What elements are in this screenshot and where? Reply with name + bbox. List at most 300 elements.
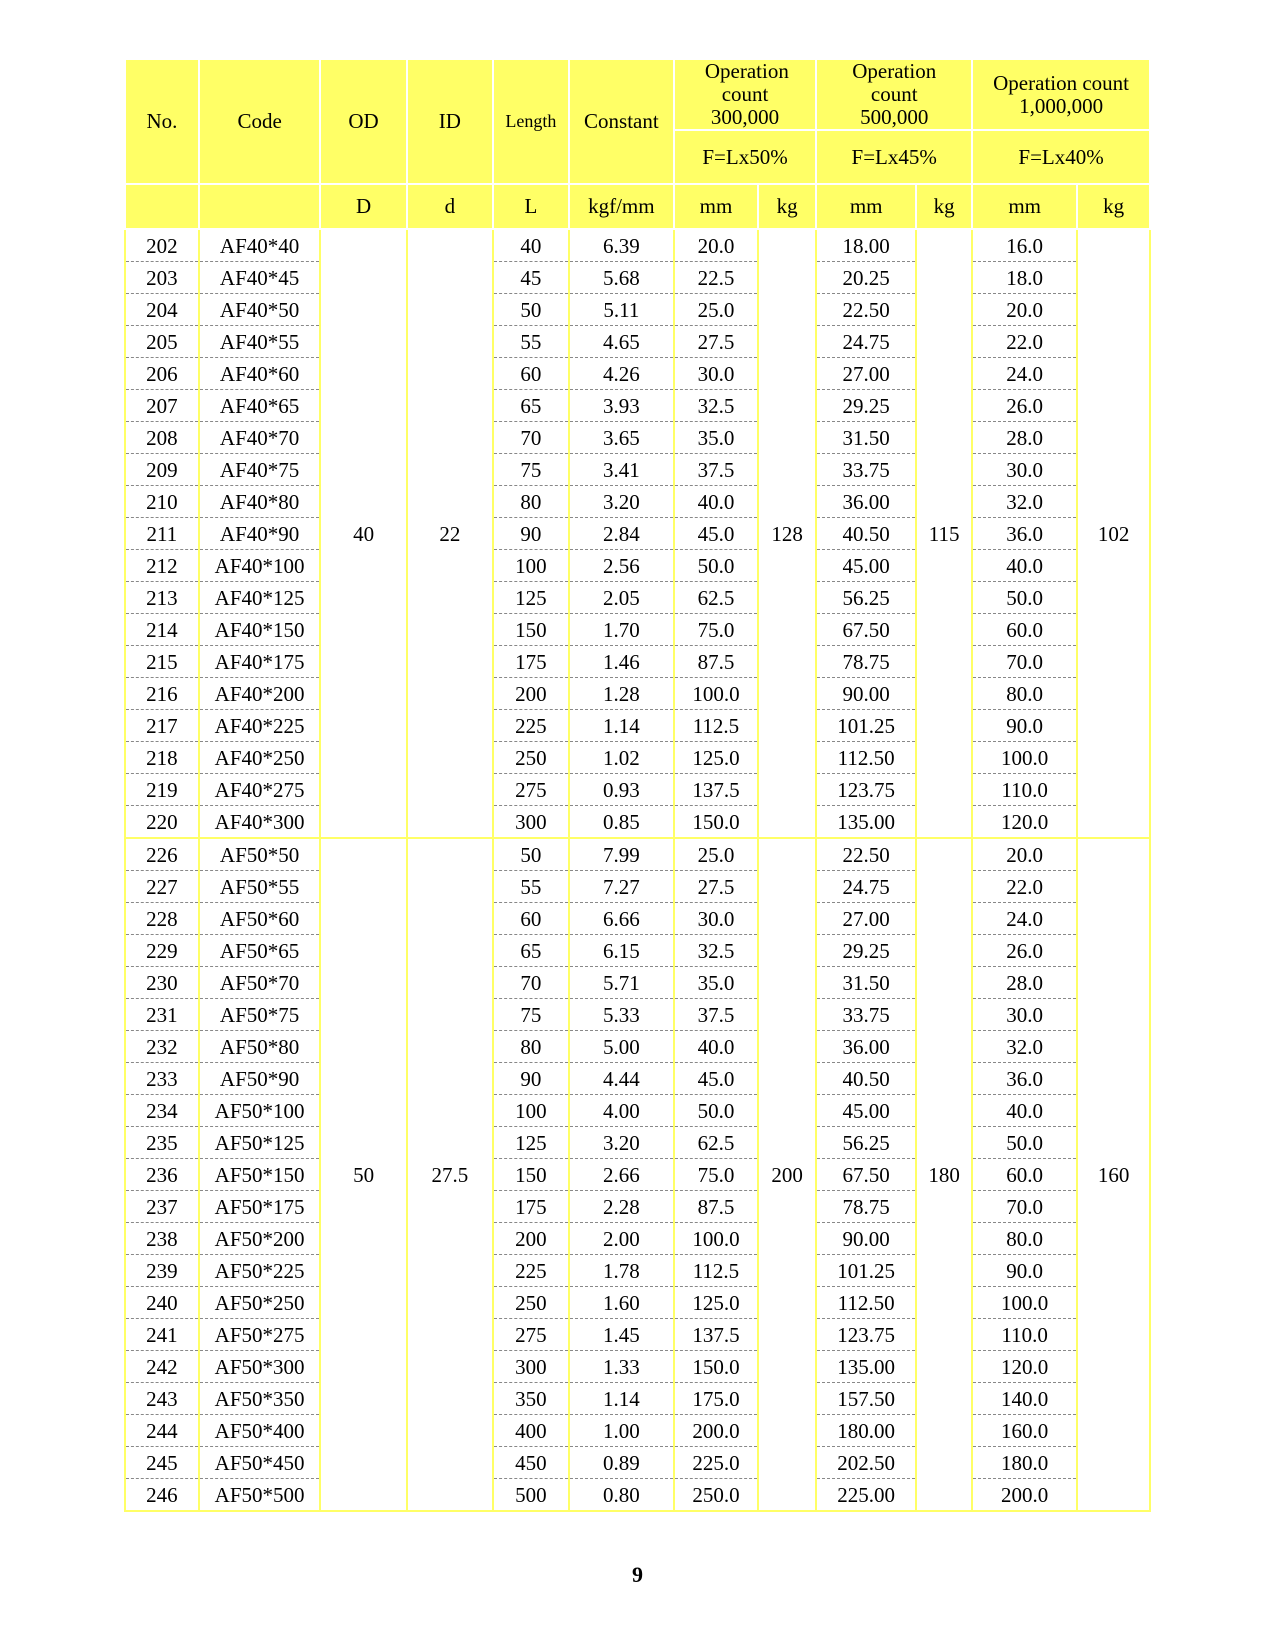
table-row [125,710,1150,742]
table-row [125,838,1150,871]
cell-no: 211 [125,518,199,550]
header-formula-40: F=Lx40% [972,130,1150,184]
cell-mm-500k: 56.25 [816,582,916,614]
cell-length: 150 [493,1159,569,1191]
cell-mm-300k: 150.0 [674,1351,758,1383]
cell-length: 55 [493,871,569,903]
table-row [125,1351,1150,1383]
cell-no: 217 [125,710,199,742]
cell-length: 60 [493,903,569,935]
cell-mm-300k: 27.5 [674,871,758,903]
unit-length: L [493,184,569,229]
cell-mm-300k: 62.5 [674,1127,758,1159]
cell-code: AF40*55 [199,326,321,358]
cell-no: 216 [125,678,199,710]
table-row [125,294,1150,326]
cell-mm-300k: 45.0 [674,1063,758,1095]
cell-constant: 2.05 [569,582,674,614]
cell-code: AF40*275 [199,774,321,806]
header-id: ID [407,59,493,184]
cell-mm-500k: 135.00 [816,806,916,839]
table-header [125,59,1150,229]
cell-kg-1m: 102 [1077,229,1150,838]
table-row [125,967,1150,999]
table-row [125,1383,1150,1415]
cell-code: AF50*70 [199,967,321,999]
cell-mm-300k: 175.0 [674,1383,758,1415]
cell-code: AF40*300 [199,806,321,839]
cell-mm-500k: 18.00 [816,229,916,262]
cell-code: AF40*40 [199,229,321,262]
cell-code: AF50*75 [199,999,321,1031]
cell-mm-300k: 22.5 [674,262,758,294]
cell-length: 350 [493,1383,569,1415]
cell-constant: 5.33 [569,999,674,1031]
cell-no: 210 [125,486,199,518]
cell-no: 214 [125,614,199,646]
header-blank-no [125,184,199,229]
cell-length: 75 [493,454,569,486]
cell-length: 300 [493,1351,569,1383]
cell-mm-300k: 87.5 [674,1191,758,1223]
cell-mm-300k: 200.0 [674,1415,758,1447]
unit-mm-1: mm [674,184,758,229]
cell-no: 238 [125,1223,199,1255]
unit-mm-3: mm [972,184,1077,229]
cell-no: 226 [125,838,199,871]
table-row [125,1031,1150,1063]
cell-code: AF50*400 [199,1415,321,1447]
cell-mm-1m: 26.0 [972,935,1077,967]
cell-mm-1m: 50.0 [972,1127,1077,1159]
cell-length: 200 [493,1223,569,1255]
cell-length: 275 [493,774,569,806]
cell-code: AF40*225 [199,710,321,742]
table-row [125,871,1150,903]
cell-no: 242 [125,1351,199,1383]
cell-mm-1m: 110.0 [972,1319,1077,1351]
header-length: Length [493,59,569,184]
cell-code: AF40*125 [199,582,321,614]
cell-code: AF50*60 [199,903,321,935]
cell-mm-1m: 60.0 [972,1159,1077,1191]
cell-code: AF40*50 [199,294,321,326]
cell-no: 233 [125,1063,199,1095]
cell-length: 60 [493,358,569,390]
cell-length: 450 [493,1447,569,1479]
cell-length: 65 [493,390,569,422]
cell-constant: 1.14 [569,710,674,742]
cell-code: AF40*150 [199,614,321,646]
cell-no: 227 [125,871,199,903]
cell-mm-1m: 24.0 [972,358,1077,390]
cell-mm-500k: 33.75 [816,999,916,1031]
cell-mm-1m: 90.0 [972,1255,1077,1287]
cell-mm-500k: 27.00 [816,903,916,935]
cell-mm-500k: 67.50 [816,614,916,646]
cell-constant: 5.68 [569,262,674,294]
cell-no: 205 [125,326,199,358]
table-row [125,742,1150,774]
unit-constant: kgf/mm [569,184,674,229]
cell-constant: 1.70 [569,614,674,646]
header-formula-50: F=Lx50% [674,130,816,184]
cell-constant: 1.46 [569,646,674,678]
table-row [125,806,1150,839]
cell-length: 40 [493,229,569,262]
cell-mm-1m: 90.0 [972,710,1077,742]
cell-constant: 3.41 [569,454,674,486]
cell-constant: 4.44 [569,1063,674,1095]
cell-length: 225 [493,1255,569,1287]
cell-code: AF40*90 [199,518,321,550]
cell-no: 213 [125,582,199,614]
cell-mm-300k: 75.0 [674,614,758,646]
cell-mm-300k: 100.0 [674,1223,758,1255]
cell-mm-500k: 27.00 [816,358,916,390]
cell-mm-300k: 137.5 [674,774,758,806]
cell-mm-1m: 20.0 [972,294,1077,326]
cell-constant: 6.39 [569,229,674,262]
cell-code: AF40*65 [199,390,321,422]
cell-mm-500k: 123.75 [816,774,916,806]
table-row [125,326,1150,358]
cell-length: 250 [493,1287,569,1319]
cell-kg-300k: 200 [758,838,816,1511]
cell-mm-1m: 18.0 [972,262,1077,294]
cell-length: 50 [493,294,569,326]
table-row [125,486,1150,518]
cell-constant: 3.20 [569,1127,674,1159]
cell-code: AF40*75 [199,454,321,486]
header-no: No. [125,59,199,184]
cell-code: AF40*70 [199,422,321,454]
cell-mm-300k: 112.5 [674,1255,758,1287]
unit-kg-1: kg [758,184,816,229]
table-row [125,1287,1150,1319]
cell-code: AF50*200 [199,1223,321,1255]
cell-mm-1m: 16.0 [972,229,1077,262]
table-row [125,1447,1150,1479]
cell-mm-500k: 101.25 [816,710,916,742]
cell-code: AF40*45 [199,262,321,294]
cell-mm-1m: 140.0 [972,1383,1077,1415]
cell-mm-500k: 20.25 [816,262,916,294]
cell-no: 215 [125,646,199,678]
cell-length: 175 [493,646,569,678]
table-row [125,262,1150,294]
cell-length: 80 [493,486,569,518]
cell-length: 90 [493,518,569,550]
cell-mm-300k: 40.0 [674,486,758,518]
cell-no: 234 [125,1095,199,1127]
cell-no: 230 [125,967,199,999]
cell-constant: 1.60 [569,1287,674,1319]
cell-length: 150 [493,614,569,646]
cell-mm-500k: 56.25 [816,1127,916,1159]
cell-kg-500k: 115 [916,229,972,838]
cell-length: 500 [493,1479,569,1512]
header-operation-1m: Operation count 1,000,000 [972,59,1150,130]
cell-code: AF50*225 [199,1255,321,1287]
cell-constant: 6.66 [569,903,674,935]
cell-constant: 2.84 [569,518,674,550]
cell-code: AF40*200 [199,678,321,710]
cell-no: 228 [125,903,199,935]
cell-constant: 2.00 [569,1223,674,1255]
page-number: 9 [632,1562,643,1587]
cell-mm-1m: 200.0 [972,1479,1077,1512]
cell-code: AF40*100 [199,550,321,582]
cell-code: AF50*500 [199,1479,321,1512]
cell-no: 244 [125,1415,199,1447]
cell-no: 208 [125,422,199,454]
cell-mm-500k: 24.75 [816,871,916,903]
cell-mm-1m: 120.0 [972,1351,1077,1383]
cell-mm-1m: 40.0 [972,1095,1077,1127]
cell-length: 225 [493,710,569,742]
header-formula-45: F=Lx45% [816,130,972,184]
cell-kg-500k: 180 [916,838,972,1511]
table-row [125,1255,1150,1287]
unit-kg-3: kg [1077,184,1150,229]
cell-constant: 1.78 [569,1255,674,1287]
cell-mm-1m: 70.0 [972,1191,1077,1223]
cell-no: 212 [125,550,199,582]
cell-mm-500k: 45.00 [816,1095,916,1127]
cell-mm-300k: 112.5 [674,710,758,742]
cell-mm-500k: 29.25 [816,935,916,967]
cell-constant: 3.93 [569,390,674,422]
cell-length: 50 [493,838,569,871]
table-row [125,454,1150,486]
header-operation-500k: Operation count 500,000 [816,59,972,130]
cell-code: AF50*175 [199,1191,321,1223]
unit-mm-2: mm [816,184,916,229]
cell-code: AF50*100 [199,1095,321,1127]
header-operation-300k: Operation count 300,000 [674,59,816,130]
cell-mm-300k: 87.5 [674,646,758,678]
cell-no: 239 [125,1255,199,1287]
cell-constant: 0.89 [569,1447,674,1479]
table-row [125,1223,1150,1255]
cell-mm-1m: 80.0 [972,678,1077,710]
cell-constant: 6.15 [569,935,674,967]
cell-length: 65 [493,935,569,967]
cell-code: AF50*350 [199,1383,321,1415]
cell-mm-300k: 225.0 [674,1447,758,1479]
cell-constant: 1.02 [569,742,674,774]
cell-no: 232 [125,1031,199,1063]
cell-mm-300k: 25.0 [674,294,758,326]
cell-mm-500k: 67.50 [816,1159,916,1191]
cell-mm-300k: 32.5 [674,390,758,422]
cell-length: 125 [493,1127,569,1159]
cell-mm-1m: 22.0 [972,871,1077,903]
cell-constant: 1.45 [569,1319,674,1351]
cell-mm-500k: 36.00 [816,486,916,518]
cell-constant: 5.71 [569,967,674,999]
table-row [125,935,1150,967]
cell-code: AF40*175 [199,646,321,678]
unit-id: d [407,184,493,229]
table-row [125,229,1150,262]
header-constant: Constant [569,59,674,184]
cell-mm-500k: 31.50 [816,422,916,454]
cell-constant: 0.85 [569,806,674,839]
cell-mm-500k: 33.75 [816,454,916,486]
cell-no: 206 [125,358,199,390]
cell-code: AF50*150 [199,1159,321,1191]
cell-code: AF50*275 [199,1319,321,1351]
cell-mm-500k: 180.00 [816,1415,916,1447]
cell-mm-500k: 40.50 [816,1063,916,1095]
cell-mm-1m: 160.0 [972,1415,1077,1447]
cell-code: AF50*55 [199,871,321,903]
cell-mm-300k: 32.5 [674,935,758,967]
cell-constant: 4.65 [569,326,674,358]
cell-mm-300k: 250.0 [674,1479,758,1512]
cell-length: 125 [493,582,569,614]
cell-mm-1m: 36.0 [972,1063,1077,1095]
cell-mm-500k: 123.75 [816,1319,916,1351]
cell-constant: 5.11 [569,294,674,326]
cell-mm-500k: 78.75 [816,646,916,678]
cell-code: AF50*50 [199,838,321,871]
cell-constant: 0.93 [569,774,674,806]
cell-mm-300k: 35.0 [674,422,758,454]
cell-length: 80 [493,1031,569,1063]
cell-mm-1m: 120.0 [972,806,1077,839]
cell-mm-1m: 100.0 [972,742,1077,774]
cell-mm-300k: 137.5 [674,1319,758,1351]
cell-length: 400 [493,1415,569,1447]
cell-no: 245 [125,1447,199,1479]
cell-mm-500k: 22.50 [816,294,916,326]
table-row [125,1191,1150,1223]
cell-mm-1m: 36.0 [972,518,1077,550]
table-row [125,422,1150,454]
table-row [125,1415,1150,1447]
table-row [125,1159,1150,1191]
cell-mm-500k: 135.00 [816,1351,916,1383]
cell-no: 207 [125,390,199,422]
cell-constant: 1.28 [569,678,674,710]
cell-mm-300k: 125.0 [674,1287,758,1319]
cell-code: AF50*450 [199,1447,321,1479]
cell-id: 22 [407,229,493,838]
cell-mm-500k: 101.25 [816,1255,916,1287]
cell-no: 231 [125,999,199,1031]
table-row [125,774,1150,806]
cell-constant: 0.80 [569,1479,674,1512]
cell-length: 70 [493,967,569,999]
cell-constant: 3.65 [569,422,674,454]
cell-no: 220 [125,806,199,839]
cell-mm-1m: 110.0 [972,774,1077,806]
cell-mm-1m: 20.0 [972,838,1077,871]
cell-constant: 1.14 [569,1383,674,1415]
cell-length: 45 [493,262,569,294]
cell-mm-500k: 36.00 [816,1031,916,1063]
cell-length: 200 [493,678,569,710]
cell-no: 240 [125,1287,199,1319]
table-row [125,358,1150,390]
cell-code: AF40*250 [199,742,321,774]
cell-constant: 2.66 [569,1159,674,1191]
cell-constant: 2.28 [569,1191,674,1223]
table-row [125,550,1150,582]
cell-code: AF50*65 [199,935,321,967]
cell-mm-1m: 28.0 [972,422,1077,454]
cell-no: 237 [125,1191,199,1223]
cell-mm-1m: 80.0 [972,1223,1077,1255]
table-row [125,1319,1150,1351]
cell-mm-500k: 90.00 [816,678,916,710]
cell-mm-300k: 75.0 [674,1159,758,1191]
cell-no: 204 [125,294,199,326]
cell-id: 27.5 [407,838,493,1511]
cell-constant: 2.56 [569,550,674,582]
cell-mm-300k: 62.5 [674,582,758,614]
cell-mm-300k: 35.0 [674,967,758,999]
table-row [125,1479,1150,1512]
table-row [125,518,1150,550]
cell-constant: 5.00 [569,1031,674,1063]
cell-length: 300 [493,806,569,839]
cell-mm-1m: 28.0 [972,967,1077,999]
table-row [125,646,1150,678]
cell-constant: 1.00 [569,1415,674,1447]
cell-no: 229 [125,935,199,967]
cell-mm-500k: 225.00 [816,1479,916,1512]
cell-mm-500k: 78.75 [816,1191,916,1223]
cell-mm-300k: 25.0 [674,838,758,871]
table-row [125,903,1150,935]
cell-code: AF50*300 [199,1351,321,1383]
cell-mm-500k: 112.50 [816,742,916,774]
table-row [125,1095,1150,1127]
cell-mm-300k: 30.0 [674,358,758,390]
cell-mm-500k: 24.75 [816,326,916,358]
cell-mm-300k: 20.0 [674,229,758,262]
cell-mm-300k: 150.0 [674,806,758,839]
unit-kg-2: kg [916,184,972,229]
cell-mm-1m: 32.0 [972,1031,1077,1063]
cell-mm-500k: 202.50 [816,1447,916,1479]
cell-constant: 7.99 [569,838,674,871]
cell-mm-1m: 24.0 [972,903,1077,935]
table-row [125,390,1150,422]
cell-no: 203 [125,262,199,294]
table-body [125,229,1150,1511]
cell-kg-1m: 160 [1077,838,1150,1511]
cell-mm-300k: 45.0 [674,518,758,550]
cell-mm-500k: 157.50 [816,1383,916,1415]
cell-mm-300k: 37.5 [674,999,758,1031]
cell-mm-300k: 37.5 [674,454,758,486]
cell-length: 275 [493,1319,569,1351]
cell-mm-500k: 29.25 [816,390,916,422]
cell-constant: 3.20 [569,486,674,518]
cell-mm-1m: 180.0 [972,1447,1077,1479]
cell-mm-1m: 50.0 [972,582,1077,614]
cell-mm-300k: 40.0 [674,1031,758,1063]
cell-no: 209 [125,454,199,486]
cell-constant: 4.00 [569,1095,674,1127]
cell-mm-300k: 50.0 [674,550,758,582]
cell-mm-1m: 60.0 [972,614,1077,646]
